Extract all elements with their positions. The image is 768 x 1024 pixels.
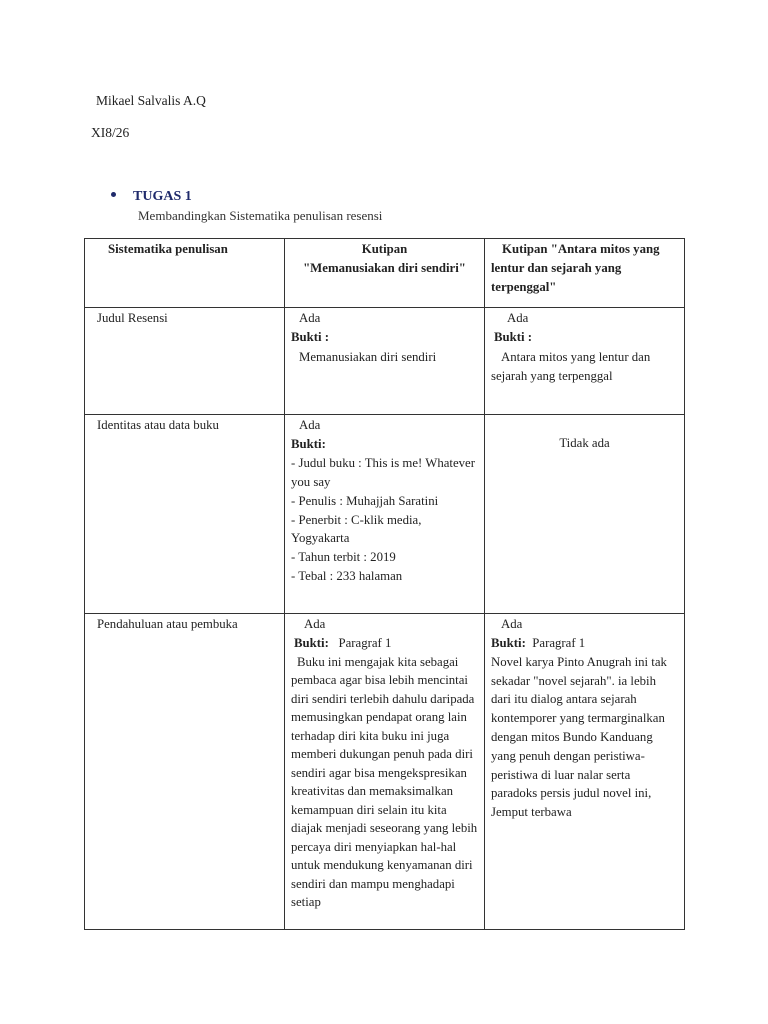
evidence-label: Bukti: <box>491 635 526 650</box>
table-cell <box>285 308 485 415</box>
status-text: Ada <box>501 617 523 631</box>
evidence-text: Novel karya Pinto Anugrah ini tak sekadar "novel sejarah". ia lebih dari itu dialog antara sejarah kontemporer yang termarginalkan dengan mitos Bundo Kanduang yang penuh dengan peristiwa-peristiwa di luar nalar serta paradoks persis judul novel ini, Jemput terbawa <box>491 654 667 820</box>
evidence-label: Bukti: <box>294 635 329 650</box>
task-subtitle: Membandingkan Sistematika penulisan resensi <box>138 208 383 223</box>
status-text: Ada <box>299 311 321 325</box>
row-label-text: Pendahuluan atau pembuka <box>97 617 238 631</box>
status-text: Tidak ada <box>559 436 610 450</box>
evidence-text: - Penerbit : C-klik media, Yogyakarta <box>291 512 422 546</box>
evidence-text: - Penulis : Muhajjah Saratini <box>291 493 439 508</box>
table-row <box>85 415 685 614</box>
table-row <box>85 614 685 930</box>
evidence-text: Antara mitos yang lentur dan sejarah yang terpenggal <box>491 349 651 383</box>
bullet-icon <box>111 192 116 197</box>
table-cell <box>485 308 685 415</box>
row-label <box>85 614 285 930</box>
student-class: XI8/26 <box>91 125 130 140</box>
evidence-text: - Tebal : 233 halaman <box>291 569 403 584</box>
table-row <box>85 308 685 415</box>
table-cell <box>485 614 685 930</box>
header-cell-systematics <box>85 239 285 308</box>
evidence-label: Bukti : <box>494 329 533 344</box>
task-heading <box>111 189 192 205</box>
table-cell <box>285 614 485 930</box>
evidence-text: - Judul buku : This is me! Whatever you say <box>291 455 475 489</box>
evidence-text: Memanusiakan diri sendiri <box>299 349 437 364</box>
evidence-text: Buku ini mengajak kita sebagai pembaca agar bisa lebih mencintai diri sendiri terlebih dahulu daripada memusingkan pendapat orang lain terhadap diri kita buku ini juga memberi dukungan penuh pada diri sendiri agar bisa mengekspresikan kreativitas dan memaksimalkan kemampuan diri selain itu kita diajak menjadi seseorang yang lebih percaya diri menyiapkan hal-hal untuk mendukung kenyamanan diri sendiri dan mampu menghadapi setiap <box>291 654 478 910</box>
header-label: Kutipan <box>361 242 408 256</box>
table-cell <box>285 415 485 614</box>
header-label: Kutipan "Antara mitos yang lentur dan sejarah yang terpenggal" <box>491 242 660 294</box>
row-label <box>85 308 285 415</box>
evidence-note: Paragraf 1 <box>532 635 586 650</box>
evidence-label: Bukti: <box>291 436 326 451</box>
header-cell-review1 <box>285 239 485 308</box>
evidence-note: Paragraf 1 <box>338 635 392 650</box>
header-label: Sistematika penulisan <box>108 242 228 256</box>
header-label: "Memanusiakan diri sendiri" <box>303 260 466 275</box>
student-name: Mikael Salvalis A.Q <box>96 93 206 108</box>
row-label <box>85 415 285 614</box>
table-cell <box>485 415 685 614</box>
evidence-label: Bukti : <box>291 329 330 344</box>
status-text: Ada <box>304 617 326 631</box>
row-label-text: Identitas atau data buku <box>97 418 219 432</box>
status-text: Ada <box>299 418 321 432</box>
row-label-text: Judul Resensi <box>97 311 168 325</box>
comparison-table <box>84 238 685 930</box>
header-cell-review2 <box>485 239 685 308</box>
status-text: Ada <box>507 311 529 325</box>
evidence-text: - Tahun terbit : 2019 <box>291 550 396 565</box>
table-header-row <box>85 239 685 308</box>
task-title: TUGAS 1 <box>133 189 192 204</box>
